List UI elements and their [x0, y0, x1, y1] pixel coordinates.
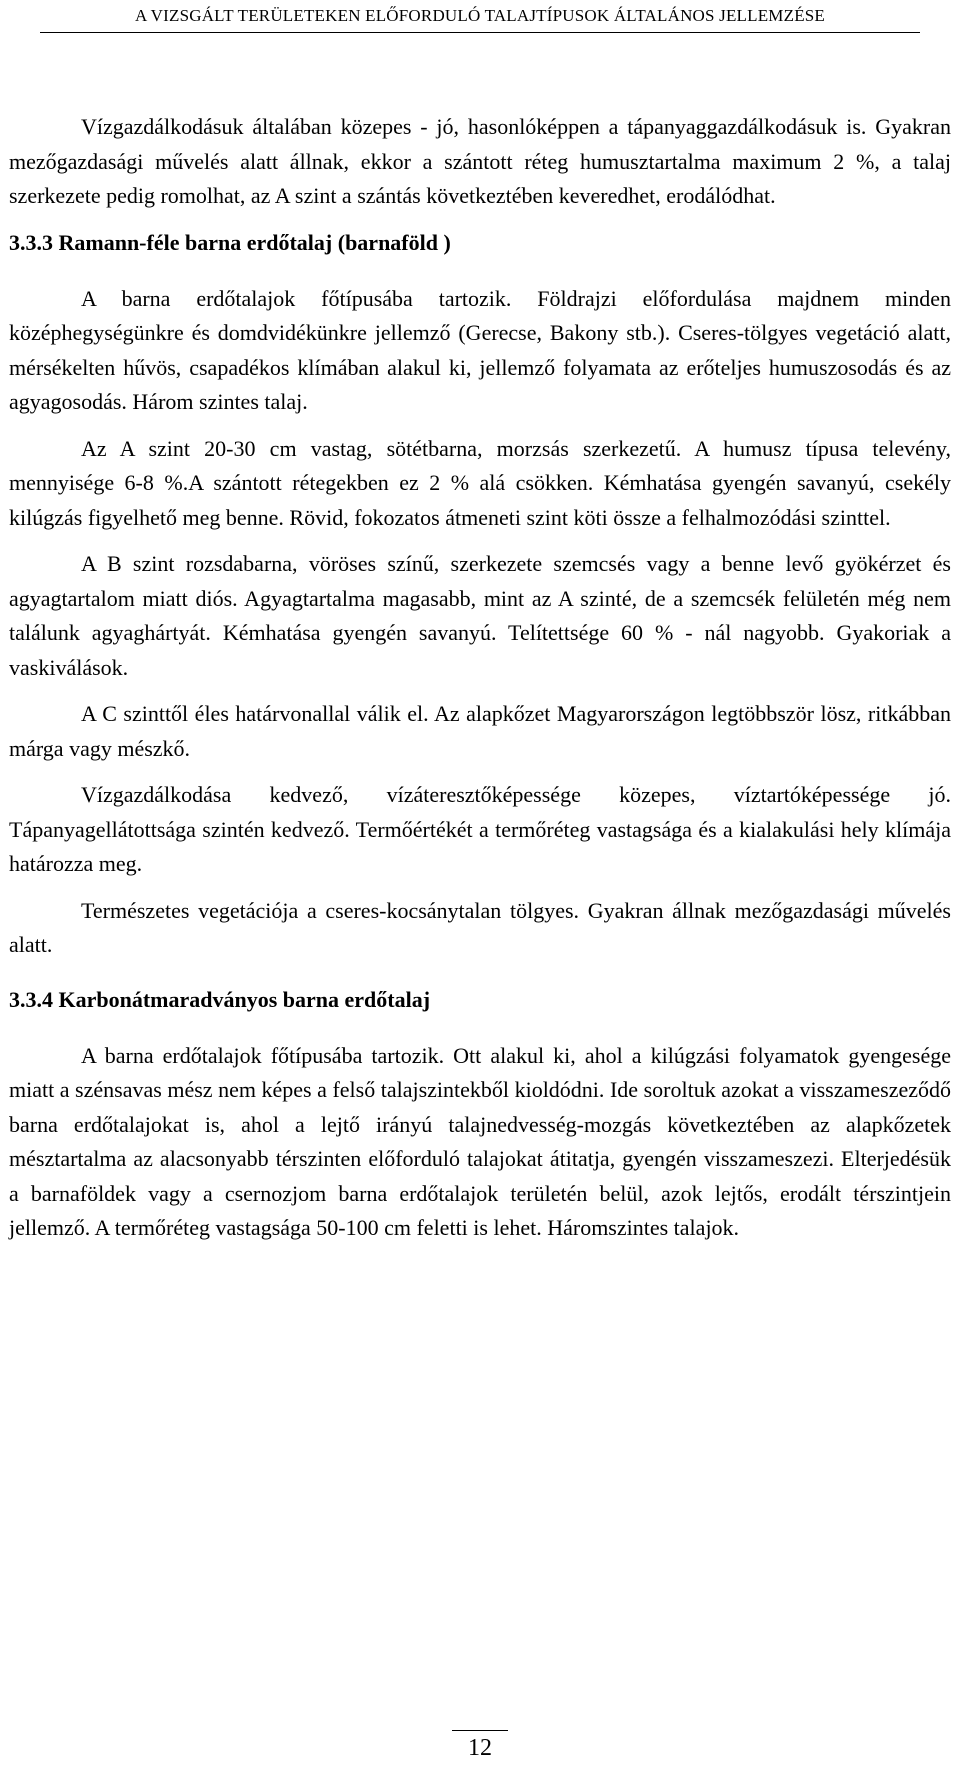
intro-paragraph: Vízgazdálkodásuk általában közepes - jó, hasonlóképpen a tápanyaggazdálkodásuk is. Gyakran mezőgazdasági művelés alatt állnak, ekkor a szántott réteg humusztartalma maximum 2 %, a talaj szerkezete pedig romolhat, az A szint a szántás következtében keveredhet, erodálódhat.: [9, 114, 951, 208]
running-header: A VIZSGÁLT TERÜLETEKEN ELŐFORDULÓ TALAJTÍPUSOK ÁLTALÁNOS JELLEMZÉSE: [40, 6, 920, 33]
page-number: [0, 1730, 960, 1762]
paragraph: A C szinttől éles határvonallal válik el. Az alapkőzet Magyarországon legtöbbször lösz, ritkábban márga vagy mészkő.: [9, 701, 951, 761]
page-number-text: 12: [452, 1730, 508, 1762]
paragraph: A barna erdőtalajok főtípusába tartozik. Ott alakul ki, ahol a kilúgzási folyamatok gyengesége miatt a szénsavas mész nem képes a felső talajszintekből kioldódni. Ide soroltuk azokat a visszameszeződő barna erdőtalajokat is, ahol a lejtő irányú talajnedvesség-mozgás következtében az alapkőzetek mésztartalma az alacsonyabb térszinten előforduló talajokat átitatja, gyengén visszameszezi. Elterjedésük a barnaföldek vagy a csernozjom barna erdőtalajok területén belül, azok lejtős, erodált térszintjein jellemző. A termőréteg vastagsága 50-100 cm feletti is lehet. Háromszintes talajok.: [9, 1042, 951, 1240]
paragraph: Az A szint 20-30 cm vastag, sötétbarna, morzsás szerkezetű. A humusz típusa televény, mennyisége 6-8 %.A szántott rétegekben ez 2 % alá csökken. Kémhatása gyengén savanyú, csekély kilúgzás figyelhető meg benne. Rövid, fokozatos átmeneti szint köti össze a felhalmozódási szinttel.: [9, 435, 951, 530]
paragraph: Vízgazdálkodása kedvező, vízáteresztőképessége közepes, víztartóképessége jó. Tápanyagellátottsága szintén kedvező. Termőértékét a termőréteg vastagsága és a kialakulási hely klímája határozza meg.: [9, 782, 951, 876]
section-heading-3-3-3: 3.3.3 Ramann-féle barna erdőtalaj (barnaföld ): [9, 229, 451, 255]
section-heading-3-3-4: 3.3.4 Karbonátmaradványos barna erdőtalaj: [9, 986, 431, 1012]
page-body: [9, 110, 951, 1264]
paragraph: A B szint rozsdabarna, vöröses színű, szerkezete szemcsés vagy a benne levő gyökérzet és agyagtartalom miatt diós. Agyagtartalma magasabb, mint az A szinté, de a szemcsék felületén még nem találunk agyaghártyát. Kémhatása gyengén savanyú. Telítettsége 60 % - nál nagyobb. Gyakoriak a vaskiválások.: [9, 551, 951, 680]
paragraph: A barna erdőtalajok főtípusába tartozik. Földrajzi előfordulása majdnem minden középhegységünkre és domdvidékünkre jellemző (Gerecse, Bakony stb.). Cseres-tölgyes vegetáció alatt, mérsékelten hűvös, csapadékos klímában alakul ki, jellemző folyamata az erőteljes humuszosodás és az agyagosodás. Három szintes talaj.: [9, 285, 951, 414]
paragraph: Természetes vegetációja a cseres-kocsánytalan tölgyes. Gyakran állnak mezőgazdasági művelés alatt.: [9, 897, 951, 957]
